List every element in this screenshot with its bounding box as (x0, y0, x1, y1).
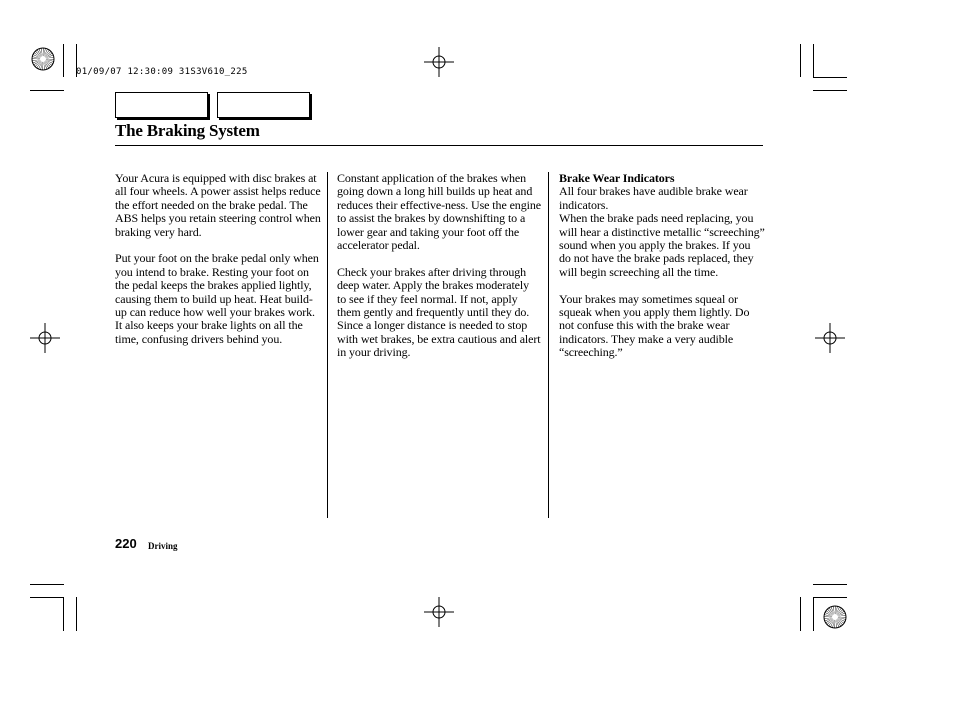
page-title: The Braking System (115, 121, 260, 140)
column-divider-2 (548, 172, 549, 518)
crosshair-top-icon (424, 47, 454, 77)
text-column-2 (337, 172, 541, 373)
paragraph: Constant application of the brakes when going down a long hill builds up heat and reduces their effective-ness. Use the engine to assist the brakes by downshifting to a lower gear and taking your foot off the accelerator pedal. (337, 171, 541, 253)
header-tab-box-left (115, 92, 208, 118)
crosshair-bottom-icon (424, 597, 454, 627)
registration-starburst-bottom-right-icon (822, 604, 848, 630)
page-number: 220 (115, 536, 137, 551)
text-column-1 (115, 172, 321, 360)
paragraph: Your Acura is equipped with disc brakes at all four wheels. A power assist helps reduce the effort needed on the brake pedal. The ABS helps you retain steering control when braking very hard. (115, 171, 321, 239)
section-heading: Brake Wear Indicators (559, 171, 675, 185)
column-divider-1 (327, 172, 328, 518)
paragraph: Your brakes may sometimes squeal or squeak when you apply them lightly. Do not confuse this with the brake wear indicators. They make a very audible “screeching.” (559, 291, 750, 360)
crosshair-left-icon (30, 323, 60, 353)
title-rule (115, 145, 763, 146)
paragraph: Put your foot on the brake pedal only when you intend to brake. Resting your foot on the pedal keeps the brakes applied lightly, causing them to build up heat. Heat build-up can reduce how well your brakes work. It also keeps your brake lights on all the time, confusing drivers behind you. (115, 251, 319, 346)
paragraph: When the brake pads need replacing, you will hear a distinctive metallic “screeching” sound when you apply the brakes. If you do not have the brake pads replaced, they will begin screeching all the time. (559, 211, 765, 279)
paragraph: All four brakes have audible brake wear indicators. (559, 184, 748, 212)
section-name: Driving (148, 541, 178, 551)
text-column-3 (559, 172, 765, 373)
registration-starburst-top-left-icon (30, 46, 56, 72)
header-tab-box-right (217, 92, 310, 118)
paragraph: Check your brakes after driving through deep water. Apply the brakes moderately to see if they feel normal. If not, apply them gently and frequently until they do. Since a longer distance is needed to stop with wet brakes, be extra cautious and alert in your driving. (337, 264, 541, 360)
crosshair-right-icon (815, 323, 845, 353)
print-stamp: 01/09/07 12:30:09 31S3V610_225 (76, 67, 248, 77)
